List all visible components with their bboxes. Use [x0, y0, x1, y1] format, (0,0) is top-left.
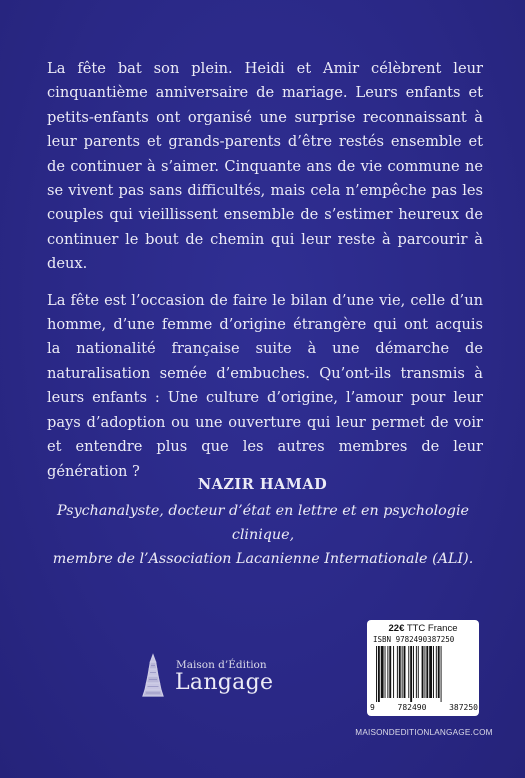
barcode-digit-group-2: 387250	[449, 703, 478, 712]
tower-icon	[137, 652, 169, 698]
publisher-logo	[137, 652, 277, 700]
publisher-small-text: Maison d’Édition	[176, 659, 267, 671]
author-bio-line-1: Psychanalyste, docteur d’état en lettre et en psychologie clinique,	[57, 503, 469, 543]
author-bio	[30, 499, 496, 571]
barcode-box	[367, 620, 479, 716]
barcode-icon	[376, 646, 470, 702]
price-line	[367, 623, 479, 634]
barcode-digits	[370, 703, 478, 712]
barcode-digit-first: 9	[370, 703, 375, 712]
author-name: NAZIR HAMAD	[197, 476, 328, 493]
blurb-paragraph-2: La fête est l’occasion de faire le bilan d’une vie, celle d’un homme, d’une femme d’origine étrangère qui ont acquis la nationalité française suite à une démarche de naturalisation semée d’embuches. Qu’ont-ils transmis à leurs enfants : Une culture d’origine, l’amour pour leur pays d’adoption ou une ouverture qui leur permet de voir et entendre plus que les autres membres de leur génération ?	[47, 291, 483, 480]
blurb-paragraph-1: La fête bat son plein. Heidi et Amir célèbrent leur cinquantième anniversaire de mariage. Leurs enfants et petits-enfants ont organisé une surprise reconnaissant à leur parents et grands-parents d’être restés ensemble et de continuer à s’aimer. Cinquante ans de vie commune ne se vivent pas sans difficultés, mais cela n’empêche pas les couples qui vieillissent ensemble de s’estimer heureux de continuer le bout de chemin qui leur reste à parcourir à deux.	[47, 60, 483, 273]
blurb	[47, 57, 483, 496]
price: 22€	[388, 623, 405, 634]
price-suffix: TTC France	[404, 623, 458, 634]
publisher-website: MAISONDEDITIONLANGAGE.COM	[355, 728, 493, 737]
author-bio-line-2: membre de l’Association Lacanienne Internationale (ALI).	[52, 551, 474, 567]
isbn-text: ISBN 9782490387250	[373, 635, 455, 644]
barcode-digit-group-1: 782490	[397, 703, 427, 712]
publisher-name: Langage	[175, 670, 274, 695]
